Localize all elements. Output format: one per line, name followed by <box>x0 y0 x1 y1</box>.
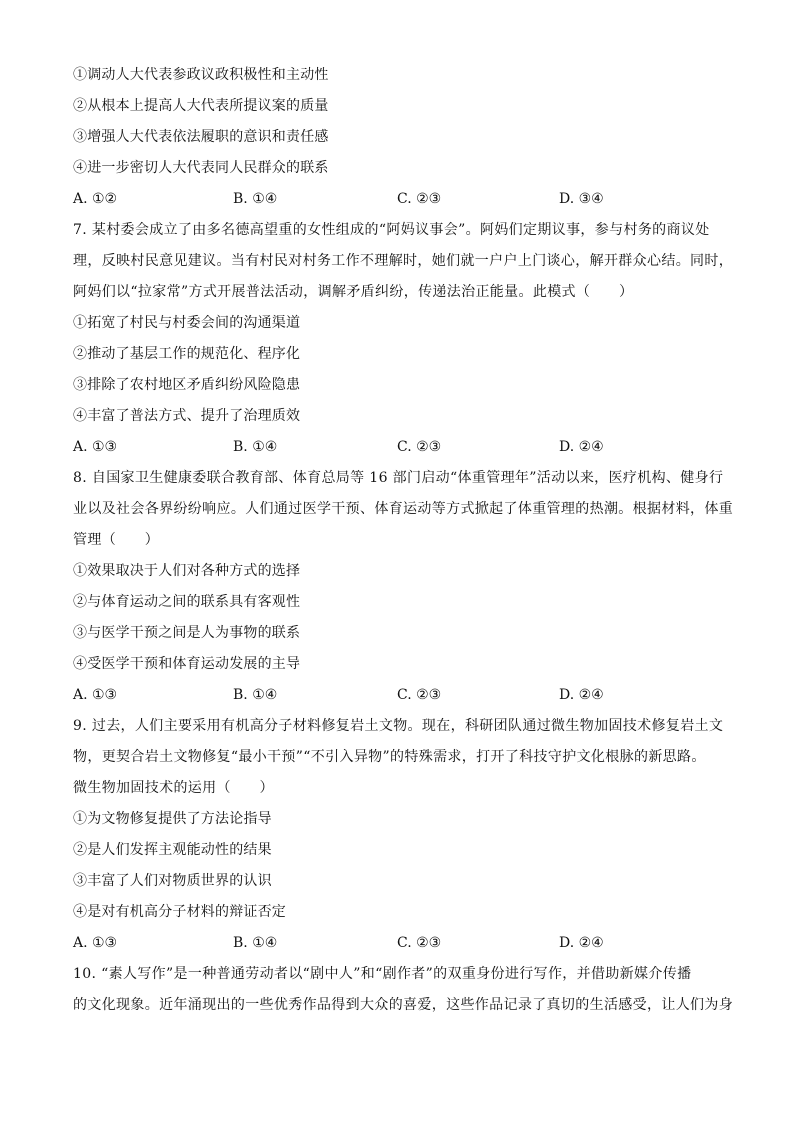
q7-option-d: D. ②④ <box>559 439 604 455</box>
exam-page <box>73 60 734 1021</box>
question-10 <box>73 959 734 1021</box>
q8-choice-item-1: ①效果取决于人们对各种方式的选择 <box>73 563 301 579</box>
q7-stem-line-3: 阿妈们以“拉家常”方式开展普法活动，调解矛盾纠纷，传递法治正能量。此模式（ ） <box>73 284 634 300</box>
q6-options <box>73 184 723 215</box>
q6-choice-item-3: ③增强人大代表依法履职的意识和责任感 <box>73 129 329 145</box>
question-6 <box>73 60 723 215</box>
q7-choice-item-3: ③排除了农村地区矛盾纠纷风险隐患 <box>73 377 301 393</box>
q9-options <box>73 928 723 959</box>
q9-option-a: A. ①③ <box>73 935 118 951</box>
q8-choice-item-2: ②与体育运动之间的联系具有客观性 <box>73 594 301 610</box>
q8-option-d: D. ②④ <box>559 687 604 703</box>
q6-option-d: D. ③④ <box>559 191 604 207</box>
q6-choice-item-1: ①调动人大代表参政议政积极性和主动性 <box>73 67 329 83</box>
q6-option-a: A. ①② <box>73 191 118 207</box>
q6-choice-item-4: ④进一步密切人大代表同人民群众的联系 <box>73 160 329 176</box>
q9-choice-item-3: ③丰富了人们对物质世界的认识 <box>73 873 272 889</box>
q7-choice-item-4: ④丰富了普法方式、提升了治理质效 <box>73 408 301 424</box>
q8-option-a: A. ①③ <box>73 687 118 703</box>
q7-options <box>73 432 723 463</box>
q8-stem-line-2: 业以及社会各界纷纷响应。人们通过医学干预、体育运动等方式掀起了体重管理的热潮。根据材料，体重 <box>73 501 734 517</box>
q7-choice-item-1: ①拓宽了村民与村委会间的沟通渠道 <box>73 315 301 331</box>
q9-option-d: D. ②④ <box>559 935 604 951</box>
q8-option-c: C. ②③ <box>397 687 442 703</box>
q9-stem-line-3: 微生物加固技术的运用（ ） <box>73 780 274 796</box>
q7-stem-line-2: 理，反映村民意见建议。当有村民对村务工作不理解时，她们就一户户上门谈心，解开群众心结。同时， <box>73 253 734 269</box>
q7-stem-line-1: 7. 某村委会成立了由多名德高望重的女性组成的“阿妈议事会”。阿妈们定期议事，参与村务的商议处 <box>73 222 710 238</box>
q7-choice-item-2: ②推动了基层工作的规范化、程序化 <box>73 346 301 362</box>
q9-option-c: C. ②③ <box>397 935 442 951</box>
q8-choice-item-4: ④受医学干预和体育运动发展的主导 <box>73 656 301 672</box>
q9-choice-item-4: ④是对有机高分子材料的辩证否定 <box>73 904 286 920</box>
q6-option-b: B. ①④ <box>233 191 278 207</box>
q8-stem-line-3: 管理（ ） <box>73 532 160 548</box>
q9-stem-line-2: 物，更契合岩土文物修复“最小干预”“不引入异物”的特殊需求，打开了科技守护文化根脉的新思路。 <box>73 749 706 765</box>
q9-choice-item-2: ②是人们发挥主观能动性的结果 <box>73 842 272 858</box>
q9-stem-line-1: 9. 过去，人们主要采用有机高分子材料修复岩土文物。现在，科研团队通过微生物加固技术修复岩土文 <box>73 718 724 734</box>
question-8 <box>73 463 734 711</box>
q8-choice-item-3: ③与医学干预之间是人为事物的联系 <box>73 625 301 641</box>
question-7 <box>73 215 734 463</box>
q9-choice-item-1: ①为文物修复提供了方法论指导 <box>73 811 272 827</box>
question-9 <box>73 711 723 959</box>
q9-option-b: B. ①④ <box>233 935 278 951</box>
q10-stem-line-1: 10. “素人写作”是一种普通劳动者以“剧中人”和“剧作者”的双重身份进行写作，并借助新媒介传播 <box>73 966 692 982</box>
q10-stem-line-2: 的文化现象。近年涌现出的一些优秀作品得到大众的喜爱，这些作品记录了真切的生活感受，让人们为身 <box>73 997 734 1013</box>
q7-option-a: A. ①③ <box>73 439 118 455</box>
q8-option-b: B. ①④ <box>233 687 278 703</box>
q7-option-b: B. ①④ <box>233 439 278 455</box>
q6-choice-item-2: ②从根本上提高人大代表所提议案的质量 <box>73 98 329 114</box>
q8-options <box>73 680 723 711</box>
q7-option-c: C. ②③ <box>397 439 442 455</box>
q6-option-c: C. ②③ <box>397 191 442 207</box>
q8-stem-line-1: 8. 自国家卫生健康委联合教育部、体育总局等 16 部门启动“体重管理年”活动以来，医疗机构、健身行 <box>73 470 724 486</box>
